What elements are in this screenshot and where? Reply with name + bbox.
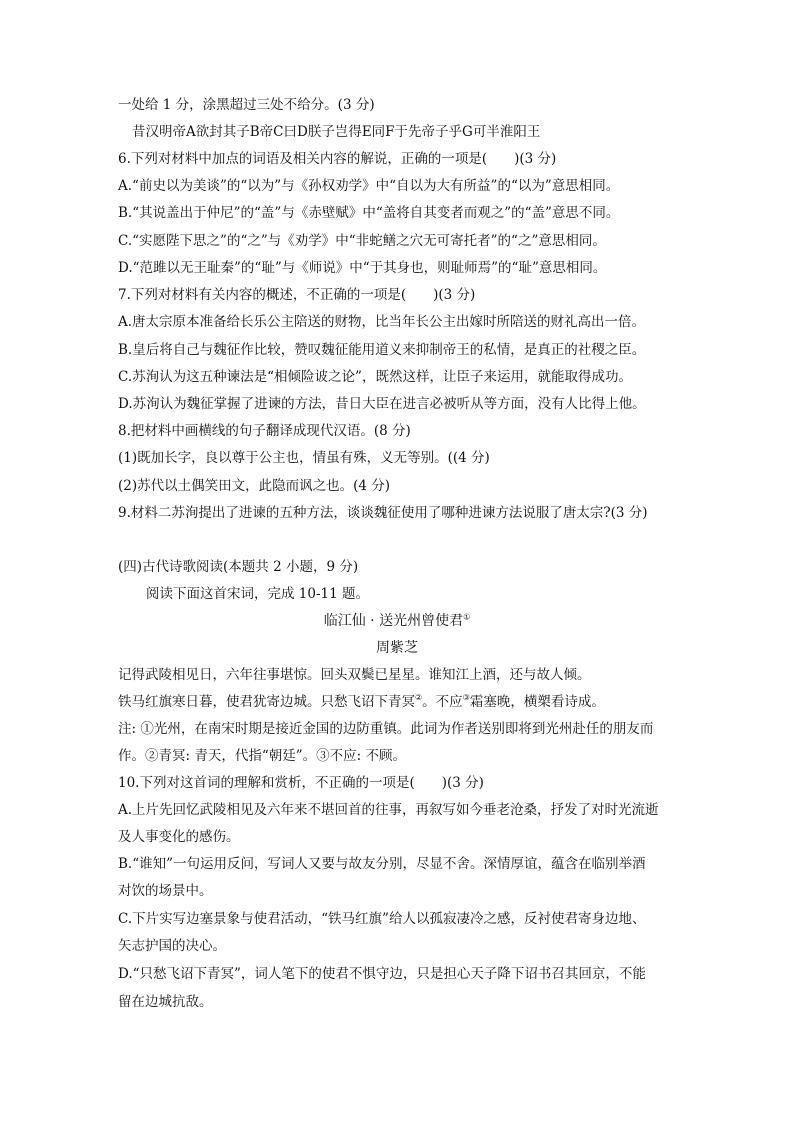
poem-notes-line-1: 注: ①光州，在南宋时期是接近金国的边防重镇。此词为作者送别即将到光州赴任的朋友而 (118, 721, 654, 737)
question-10-option-c-line-1: C.下片实写边塞景象与使君活动，“铁马红旗”给人以孤寂凄冷之感，反衬使君寄身边地、 (118, 911, 646, 927)
poem-title (0, 611, 794, 631)
question-6-option-a: A.“前史以为美谈”的“以为”与《孙权劝学》中“自以为大有所益”的“以为”意思相同。 (118, 178, 620, 194)
question-6-option-d: D.“范雎以无王耻秦”的“耻”与《师说》中“于其身也，则耻师焉”的“耻”意思相同。 (118, 260, 607, 276)
poem-lower-part-2: 。不应 (422, 694, 463, 710)
question-7-option-c: C.苏洵认为这五种谏法是“相倾险诐之论”，既然这样，让臣子来运用，就能取得成功。 (118, 369, 632, 385)
question-10-option-a-line-2: 及人事变化的感伤。 (118, 829, 240, 845)
poem-author: 周紫芝 (376, 640, 418, 656)
punctuation-sentence: 昔汉明帝A欲封其子B帝C曰D朕子岂得E同F于先帝子乎G可半淮阳王 (132, 124, 541, 140)
question-8-sentence-2: (2)苏代以土偶笑田文，此隐而讽之也。(4 分) (118, 478, 391, 494)
poem-title-text: 临江仙 · 送光州曾使君 (323, 613, 464, 629)
question-9-stem: 9.材料二苏洵提出了进谏的五种方法，谈谈魏征使用了哪种进谏方法说服了唐太宗?(3 分) (118, 505, 648, 521)
poem-lower-part-1: 铁马红旗寒日暮，使君犹寄边城。只愁飞诏下青冥 (118, 694, 415, 710)
question-10-stem: 10.下列对这首词的理解和赏析，不正确的一项是( )(3 分) (118, 775, 484, 791)
poem-notes-line-2: 作。②青冥: 青天，代指“朝廷”。③不应: 不顾。 (118, 748, 406, 764)
question-7-option-b: B.皇后将自己与魏征作比较，赞叹魏征能用道义来抑制帝王的私情，是真正的社稷之臣。 (118, 342, 646, 358)
question-8-stem: 8.把材料中画横线的句子翻译成现代汉语。(8 分) (118, 423, 411, 439)
question-10-option-a-line-1: A.上片先回忆武陵相见及六年来不堪回首的往事，再叙写如今垂老沧桑，抒发了对时光流逝 (118, 802, 659, 818)
question-6-option-c: C.“实愿陛下思之”的“之”与《劝学》中“非蛇鳝之穴无可寄托者”的“之”意思相同。 (118, 233, 606, 249)
question-6-stem: 6.下列对材料中加点的词语及相关内容的解说，正确的一项是( )(3 分) (118, 151, 557, 167)
scoring-note-line: 一处给 1 分，涂黑超过三处不给分。(3 分) (118, 97, 375, 113)
poem-lower-stanza (118, 692, 605, 712)
question-10-option-b-line-1: B.“谁知”一句运用反问，写词人又要与故友分别，尽显不舍。深情厚谊，蕴含在临别举酒 (118, 856, 646, 872)
footnote-mark-2: ② (415, 693, 423, 702)
question-10-option-d-line-2: 留在边城抗敌。 (118, 994, 213, 1010)
poem-upper-stanza: 记得武陵相见日，六年往事堪惊。回头双鬓已星星。谁知江上酒，还与故人倾。 (118, 667, 591, 683)
poem-title-footnote-mark: ① (463, 612, 471, 622)
poem-lower-part-3: 霜塞晚，横槊看诗成。 (469, 694, 605, 710)
question-10-option-b-line-2: 对饮的场景中。 (118, 883, 213, 899)
question-10-option-c-line-2: 矢志护国的决心。 (118, 938, 226, 954)
footnote-mark-3: ③ (462, 693, 470, 702)
poetry-instruction: 阅读下面这首宋词，完成 10-11 题。 (146, 586, 370, 602)
question-10-option-d-line-1: D.“只愁飞诏下青冥”，词人笔下的使君不惧守边，只是担心天子降下诏书召其回京，不能 (118, 966, 646, 982)
question-7-stem: 7.下列对材料有关内容的概述，不正确的一项是( )(3 分) (118, 287, 476, 303)
section-heading-poetry: (四)古代诗歌阅读(本题共 2 小题，9 分) (118, 559, 359, 575)
question-8-sentence-1: (1)既加长字，良以尊于公主也，情虽有殊，义无等别。((4 分) (118, 450, 490, 466)
question-7-option-a: A.唐太宗原本准备给长乐公主陪送的财物，比当年长公主出嫁时所陪送的财礼高出一倍。 (118, 314, 646, 330)
question-6-option-b: B.“其说盖出于仲尼”的“盖”与《赤壁赋》中“盖将自其变者而观之”的“盖”意思不同。 (118, 205, 620, 221)
question-7-option-d: D.苏洵认为魏征掌握了进谏的方法，昔日大臣在进言必被听从等方面，没有人比得上他。 (118, 396, 646, 412)
